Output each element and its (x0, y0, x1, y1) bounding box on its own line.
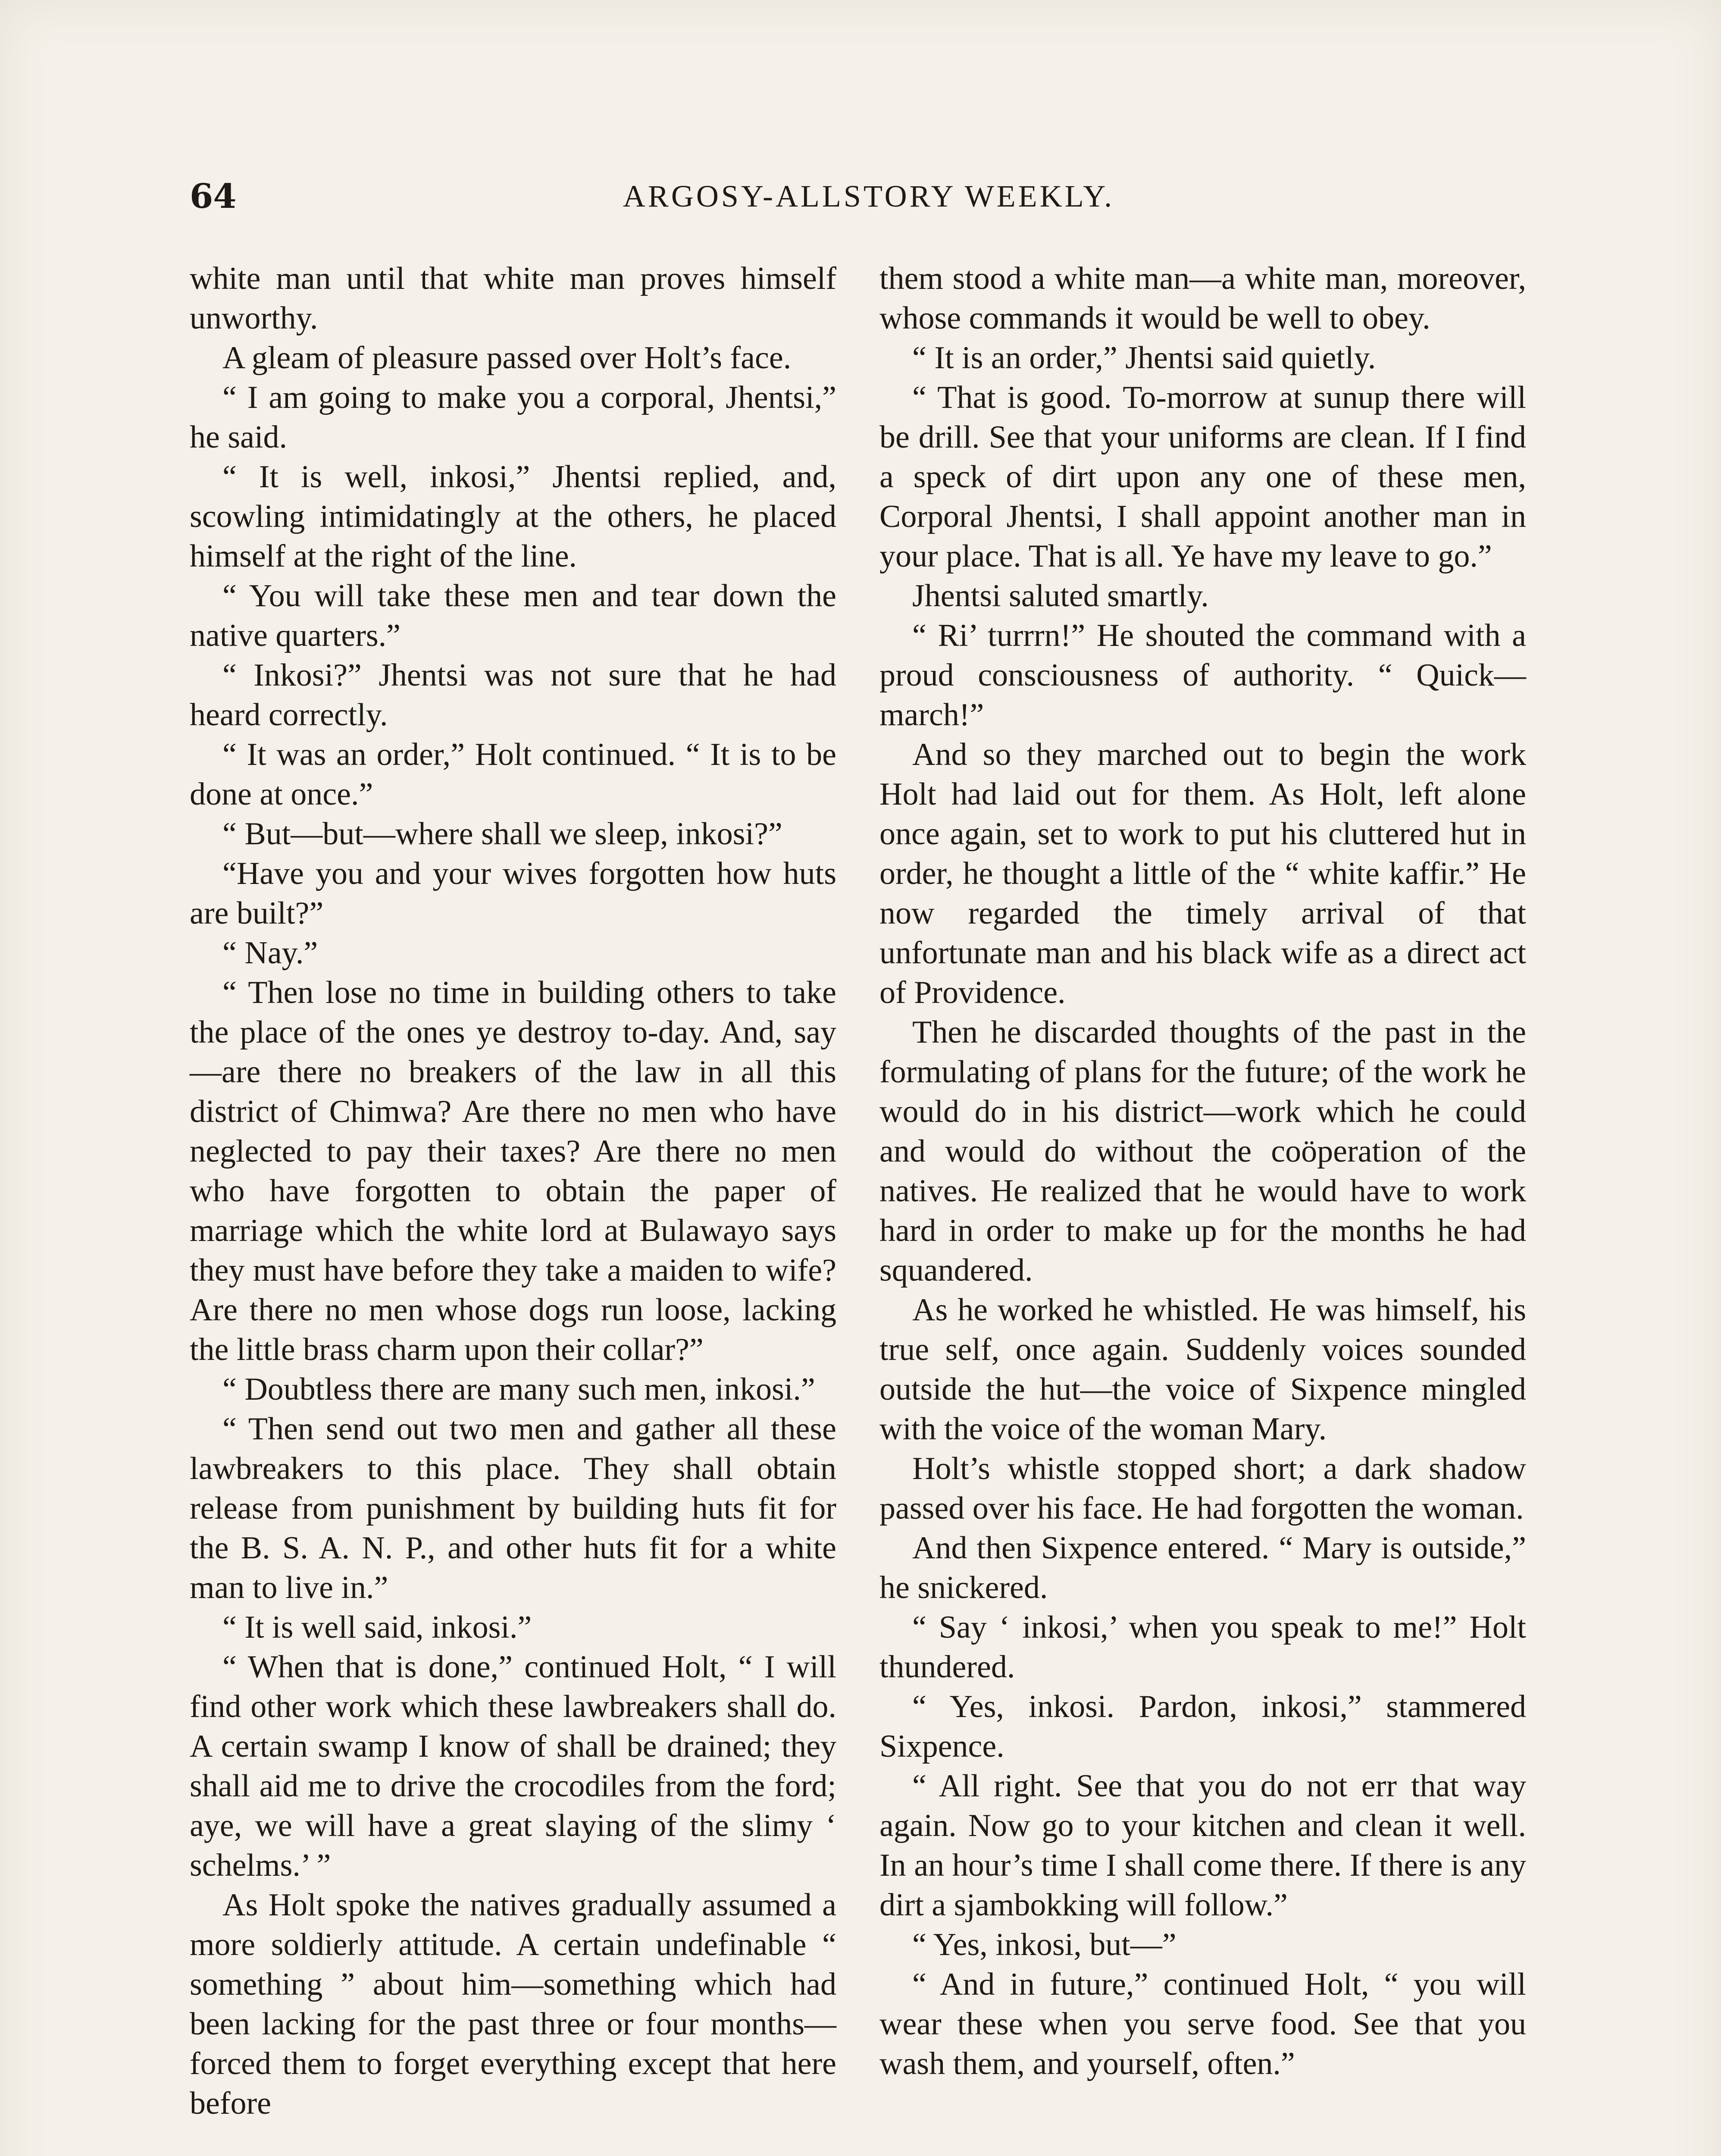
paragraph: “ It is an order,” Jhentsi said quietly. (912, 340, 1376, 376)
paragraph: “ Yes, inkosi. Pardon, inkosi,” stammered Sixpence. (879, 1689, 1526, 1764)
paragraph: As he worked he whistled. He was himself, his true self, once again. Suddenly voices sounded outside the hut—the voice of Sixpence mingled with the voice of the woman Mary. (879, 1292, 1526, 1447)
paragraph: “ It is well, inkosi,” Jhentsi replied, and, scowling intimidatingly at the others, he placed himself at the right of the line. (190, 459, 836, 574)
paragraph: “ When that is done,” continued Holt, “ I will find other work which these lawbreakers shall do. A certain swamp I know of shall be drained; they shall aid me to drive the crocodiles from the ford; aye, we will have a great slaying of the slimy ‘ schelms.’ ” (190, 1649, 836, 1883)
paragraph: “ And in future,” continued Holt, “ you will wear these when you serve food. See that you wash them, and yourself, often.” (879, 1967, 1526, 2081)
paragraph: And so they marched out to begin the work Holt had laid out for them. As Holt, left alone once again, set to work to put his cluttered hut in order, he thought a little of the “ white kaffir.” He now regarded the timely arrival of that unfortunate man and his black wife as a direct act of Providence. (879, 737, 1526, 1010)
paragraph: “ Say ‘ inkosi,’ when you speak to me!” Holt thundered. (879, 1610, 1526, 1685)
running-title: ARGOSY-ALLSTORY WEEKLY. (623, 179, 1115, 213)
paragraph: “ That is good. To-morrow at sunup there will be drill. See that your uniforms are clean. If I find a speck of dirt upon any one of these men, Corporal Jhentsi, I shall appoint another man in your place. That is all. Ye have my leave to go.” (879, 380, 1526, 574)
paragraph: “Have you and your wives forgotten how huts are built?” (190, 856, 836, 931)
paragraph: white man until that white man proves himself unworthy. (190, 261, 836, 336)
left-column (190, 259, 836, 2123)
paragraph: “ It was an order,” Holt continued. “ It is to be done at once.” (190, 737, 836, 812)
paragraph: “ Doubtless there are many such men, inkosi.” (222, 1372, 815, 1407)
paragraph: As Holt spoke the natives gradually assumed a more soldierly attitude. A certain undefinable “ something ” about him—something which had been lacking for the past three or four months—forced them to forget everything except that here before (190, 1887, 836, 2121)
paragraph: And then Sixpence entered. “ Mary is outside,” he snickered. (879, 1530, 1526, 1605)
paragraph: “ Yes, inkosi, but—” (912, 1927, 1177, 1962)
paragraph: “ All right. See that you do not err that way again. Now go to your kitchen and clean it well. In an hour’s time I shall come there. If there is any dirt a sjambokking will follow.” (879, 1768, 1526, 1923)
paragraph: “ I am going to make you a corporal, Jhentsi,” he said. (190, 380, 836, 455)
paragraph: “ Inkosi?” Jhentsi was not sure that he had heard correctly. (190, 658, 836, 733)
paragraph: “ Then send out two men and gather all these lawbreakers to this place. They shall obtain release from punishment by building huts fit for the B. S. A. N. P., and other huts fit for a white man to live in.” (190, 1411, 836, 1605)
paragraph: Jhentsi saluted smartly. (912, 578, 1209, 614)
paragraph: “ You will take these men and tear down the native quarters.” (190, 578, 836, 653)
paragraph: “ But—but—where shall we sleep, inkosi?” (222, 816, 782, 852)
paragraph: “ It is well said, inkosi.” (222, 1610, 532, 1645)
paragraph: “ Nay.” (222, 935, 318, 971)
paragraph: “ Ri’ turrrn!” He shouted the command with a proud consciousness of authority. “ Quick—march!” (879, 618, 1526, 733)
page-header (190, 177, 1548, 224)
paragraph: A gleam of pleasure passed over Holt’s face. (222, 340, 792, 376)
right-column (879, 259, 1526, 2084)
article-body (190, 259, 1548, 2156)
paragraph: them stood a white man—a white man, moreover, whose commands it would be well to obey. (879, 261, 1526, 336)
paragraph: “ Then lose no time in building others to take the place of the ones ye destroy to-day. And, say—are there no breakers of the law in all this district of Chimwa? Are there no men who have neglected to pay their taxes? Are there no men who have forgotten to obtain the paper of marriage which the white lord at Bulawayo says they must have before they take a maiden to wife? Are there no men whose dogs run loose, lacking the little brass charm upon their collar?” (190, 975, 836, 1367)
paragraph: Holt’s whistle stopped short; a dark shadow passed over his face. He had forgotten the woman. (879, 1451, 1526, 1526)
paragraph: Then he discarded thoughts of the past in the formulating of plans for the future; of the work he would do in his district—work which he could and would do without the coöperation of the natives. He realized that he would have to work hard in order to make up for the months he had squandered. (879, 1015, 1526, 1288)
page-number: 64 (190, 177, 237, 216)
